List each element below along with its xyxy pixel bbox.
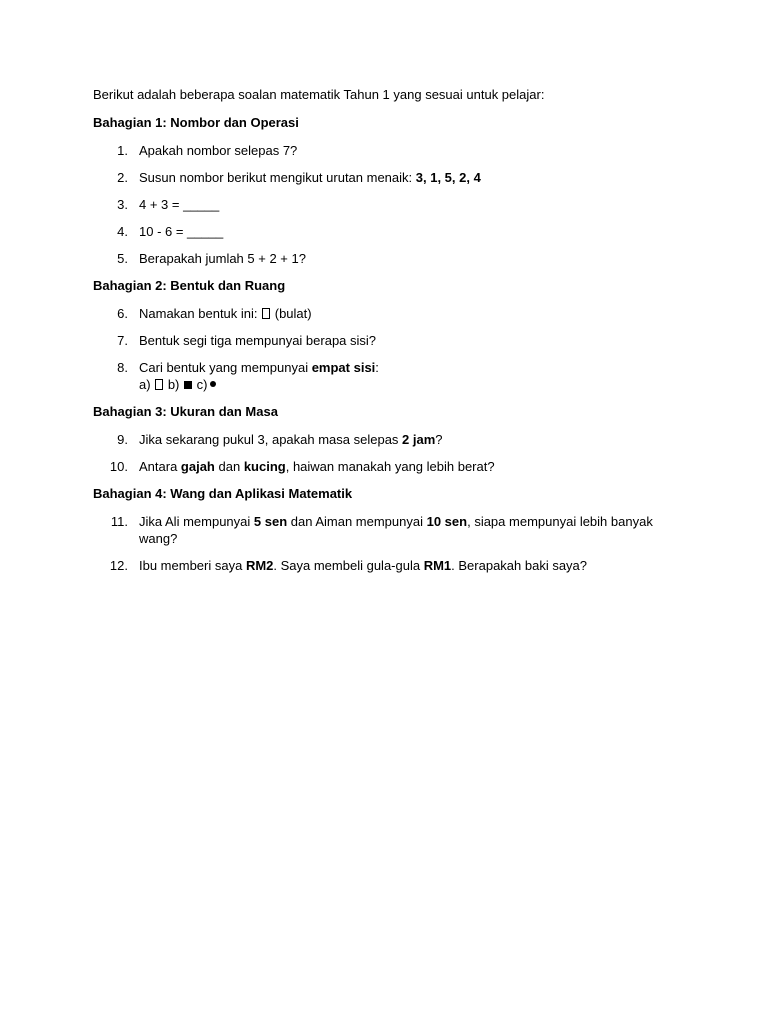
question-10 — [93, 458, 673, 475]
question-2 — [93, 169, 673, 186]
question-number: 10. — [109, 459, 128, 474]
section-heading-2: Bahagian 2: Bentuk dan Ruang — [93, 278, 286, 293]
question-8 — [93, 359, 673, 393]
option-b-label: b) — [167, 377, 180, 392]
option-a-label: a) — [139, 377, 151, 392]
question-number: 11. — [110, 514, 128, 529]
document-body — [93, 86, 673, 584]
question-bold-text: 3, 1, 5, 2, 4 — [415, 170, 481, 185]
question-text-after: . Berapakah baki saya? — [451, 558, 588, 573]
question-bold-text: empat sisi — [311, 360, 376, 375]
question-text-after: (bulat) — [271, 306, 312, 321]
question-9 — [93, 431, 673, 448]
question-text: Jika sekarang pukul 3, apakah masa selepas — [139, 432, 403, 447]
question-text: 4 + 3 = _____ — [139, 197, 220, 212]
section-heading-3: Bahagian 3: Ukuran dan Masa — [93, 404, 278, 419]
section-heading-1: Bahagian 1: Nombor dan Operasi — [93, 115, 299, 130]
question-3 — [93, 196, 673, 213]
question-12 — [93, 557, 673, 574]
question-text: Ibu memberi saya — [139, 558, 246, 573]
question-number: 9. — [117, 432, 128, 447]
question-bold-text: RM1 — [423, 558, 452, 573]
question-bold-text: 10 sen — [426, 514, 468, 529]
question-text-mid: . Saya membeli gula-gula — [273, 558, 424, 573]
question-text: Apakah nombor selepas 7? — [139, 143, 298, 158]
question-text-after: , siapa mempunyai lebih banyak wang? — [139, 514, 653, 546]
question-text-mid: dan Aiman mempunyai — [287, 514, 427, 529]
empty-box-icon — [155, 379, 163, 390]
question-1 — [93, 142, 673, 159]
question-text: Susun nombor berikut mengikut urutan menaik: — [139, 170, 416, 185]
question-number: 12. — [109, 558, 128, 573]
question-text: Jika Ali mempunyai — [139, 514, 254, 529]
question-text-mid: dan — [214, 459, 244, 474]
question-number: 5. — [117, 251, 128, 266]
question-text-after: : — [375, 360, 379, 375]
question-4 — [93, 223, 673, 240]
question-text: Namakan bentuk ini: — [139, 306, 262, 321]
question-11 — [93, 513, 673, 547]
question-text: Antara — [139, 459, 181, 474]
question-list-2 — [93, 305, 673, 393]
question-list-1 — [93, 142, 673, 267]
question-number: 3. — [117, 197, 128, 212]
question-number: 8. — [117, 360, 128, 375]
question-number: 7. — [117, 333, 128, 348]
question-6 — [93, 305, 673, 322]
question-bold-text: 2 jam — [402, 432, 436, 447]
filled-circle-icon — [210, 381, 216, 387]
question-5 — [93, 250, 673, 267]
intro-text: Berikut adalah beberapa soalan matematik Tahun 1 yang sesuai untuk pelajar: — [93, 87, 545, 102]
filled-square-icon — [184, 381, 192, 389]
question-text-after: ? — [435, 432, 443, 447]
question-number: 1. — [117, 143, 128, 158]
section-heading-4: Bahagian 4: Wang dan Aplikasi Matematik — [93, 486, 353, 501]
question-list-3 — [93, 431, 673, 475]
option-c-label: c) — [196, 377, 208, 392]
question-text: Berapakah jumlah 5 + 2 + 1? — [139, 251, 306, 266]
question-bold-text: RM2 — [245, 558, 274, 573]
question-7 — [93, 332, 673, 349]
question-text: 10 - 6 = _____ — [139, 224, 224, 239]
empty-box-icon — [262, 308, 270, 319]
question-bold-text: kucing — [243, 459, 286, 474]
question-text-after: , haiwan manakah yang lebih berat? — [285, 459, 495, 474]
question-text: Cari bentuk yang mempunyai — [139, 360, 312, 375]
question-number: 6. — [117, 306, 128, 321]
question-bold-text: gajah — [180, 459, 215, 474]
question-list-4 — [93, 513, 673, 574]
question-text: Bentuk segi tiga mempunyai berapa sisi? — [139, 333, 377, 348]
question-bold-text: 5 sen — [253, 514, 288, 529]
question-number: 2. — [117, 170, 128, 185]
question-number: 4. — [117, 224, 128, 239]
